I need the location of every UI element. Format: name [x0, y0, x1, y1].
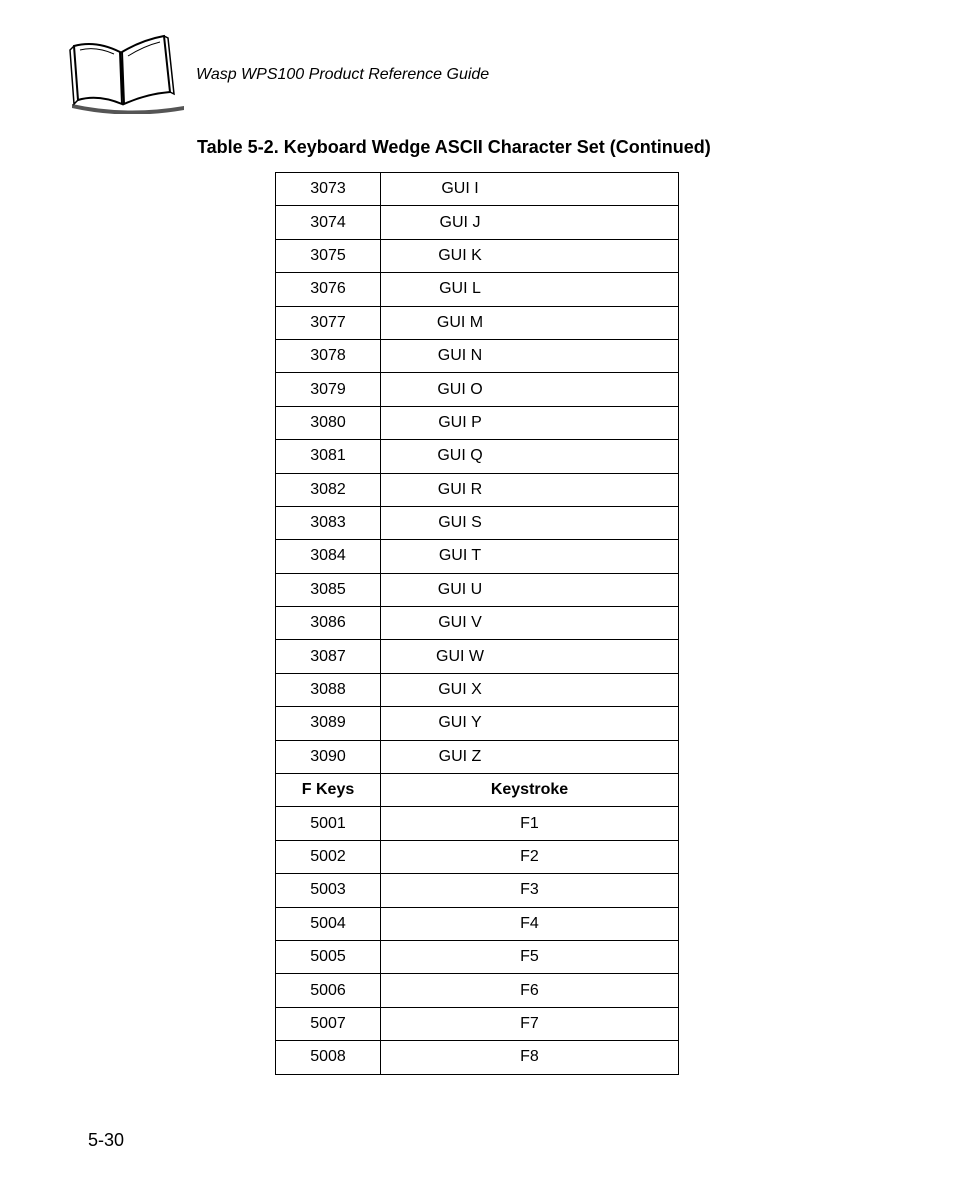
code-cell: 5008 [276, 1041, 381, 1074]
code-cell: 3090 [276, 740, 381, 773]
code-cell: 3086 [276, 607, 381, 640]
code-cell: 3080 [276, 406, 381, 439]
value-cell [381, 373, 679, 406]
keystroke-cell: F2 [381, 840, 679, 873]
code-cell: 3076 [276, 273, 381, 306]
value-cell [381, 406, 679, 439]
code-cell: 3084 [276, 540, 381, 573]
code-cell: 5001 [276, 807, 381, 840]
value-cell [381, 573, 679, 606]
page-number: 5-30 [88, 1130, 125, 1150]
table-row [276, 506, 679, 539]
keystroke-cell: F1 [381, 807, 679, 840]
column-header-keystroke: Keystroke [381, 774, 679, 807]
table-row [276, 239, 679, 272]
code-cell: 3082 [276, 473, 381, 506]
fkeys-header-row [276, 774, 679, 807]
table-row [276, 573, 679, 606]
table-row [276, 173, 679, 206]
code-cell: 5007 [276, 1007, 381, 1040]
value-cell [381, 540, 679, 573]
value-text: GUI U [437, 580, 483, 598]
open-book-icon [66, 34, 188, 114]
code-cell: 3073 [276, 173, 381, 206]
code-cell: 3078 [276, 339, 381, 372]
value-cell [381, 173, 679, 206]
table-row [276, 907, 679, 940]
value-text: GUI X [438, 681, 482, 699]
code-cell: 3085 [276, 573, 381, 606]
code-cell: 3087 [276, 640, 381, 673]
keystroke-cell: F6 [381, 974, 679, 1007]
value-cell [381, 206, 679, 239]
table-row [276, 707, 679, 740]
value-cell [381, 740, 679, 773]
code-cell: 3083 [276, 506, 381, 539]
keystroke-cell: F4 [381, 907, 679, 940]
column-header-fkeys: F Keys [276, 774, 381, 807]
code-cell: 3075 [276, 239, 381, 272]
ascii-character-table [275, 172, 679, 1075]
value-cell [381, 673, 679, 706]
table-row [276, 339, 679, 372]
table-row [276, 273, 679, 306]
value-cell [381, 339, 679, 372]
code-cell: 5002 [276, 840, 381, 873]
table-row [276, 607, 679, 640]
keystroke-cell: F5 [381, 940, 679, 973]
code-cell: 3088 [276, 673, 381, 706]
value-text: GUI O [437, 380, 483, 398]
table-row [276, 406, 679, 439]
value-cell [381, 640, 679, 673]
value-cell [381, 707, 679, 740]
code-cell: 3077 [276, 306, 381, 339]
table-row [276, 540, 679, 573]
table-row [276, 440, 679, 473]
table-body [276, 173, 679, 1075]
table-row [276, 473, 679, 506]
table-row [276, 940, 679, 973]
table-row [276, 840, 679, 873]
code-cell: 5005 [276, 940, 381, 973]
value-text: GUI Y [438, 714, 482, 732]
table-caption: Table 5-2. Keyboard Wedge ASCII Character Set (Continued) [197, 137, 711, 157]
value-text: GUI Z [438, 747, 482, 765]
keystroke-cell: F7 [381, 1007, 679, 1040]
code-cell: 3074 [276, 206, 381, 239]
keystroke-cell: F3 [381, 874, 679, 907]
code-cell: 5006 [276, 974, 381, 1007]
keystroke-cell: F8 [381, 1041, 679, 1074]
table-row [276, 673, 679, 706]
value-cell [381, 239, 679, 272]
table-row [276, 874, 679, 907]
value-text: GUI N [437, 347, 483, 365]
code-cell: 3081 [276, 440, 381, 473]
value-cell [381, 607, 679, 640]
value-cell [381, 440, 679, 473]
value-text: GUI K [438, 246, 482, 264]
value-cell [381, 273, 679, 306]
table-row [276, 206, 679, 239]
value-text: GUI Q [437, 447, 483, 465]
table-row [276, 807, 679, 840]
table-row [276, 1041, 679, 1074]
code-cell: 3089 [276, 707, 381, 740]
value-text: GUI W [436, 647, 484, 665]
code-cell: 5003 [276, 874, 381, 907]
value-text: GUI M [436, 313, 484, 331]
value-text: GUI L [439, 280, 481, 298]
value-cell [381, 506, 679, 539]
table-row [276, 373, 679, 406]
value-text: GUI V [438, 614, 482, 632]
value-text: GUI R [437, 480, 483, 498]
code-cell: 3079 [276, 373, 381, 406]
value-text: GUI J [439, 213, 481, 231]
value-text: GUI P [438, 413, 482, 431]
code-cell: 5004 [276, 907, 381, 940]
running-header-title: Wasp WPS100 Product Reference Guide [196, 66, 490, 83]
value-text: GUI S [438, 514, 482, 532]
table-row [276, 740, 679, 773]
table-row [276, 306, 679, 339]
table-row [276, 1007, 679, 1040]
value-cell [381, 306, 679, 339]
value-text: GUI T [438, 547, 482, 565]
table-row [276, 974, 679, 1007]
value-cell [381, 473, 679, 506]
table-row [276, 640, 679, 673]
value-text: GUI I [441, 180, 479, 198]
